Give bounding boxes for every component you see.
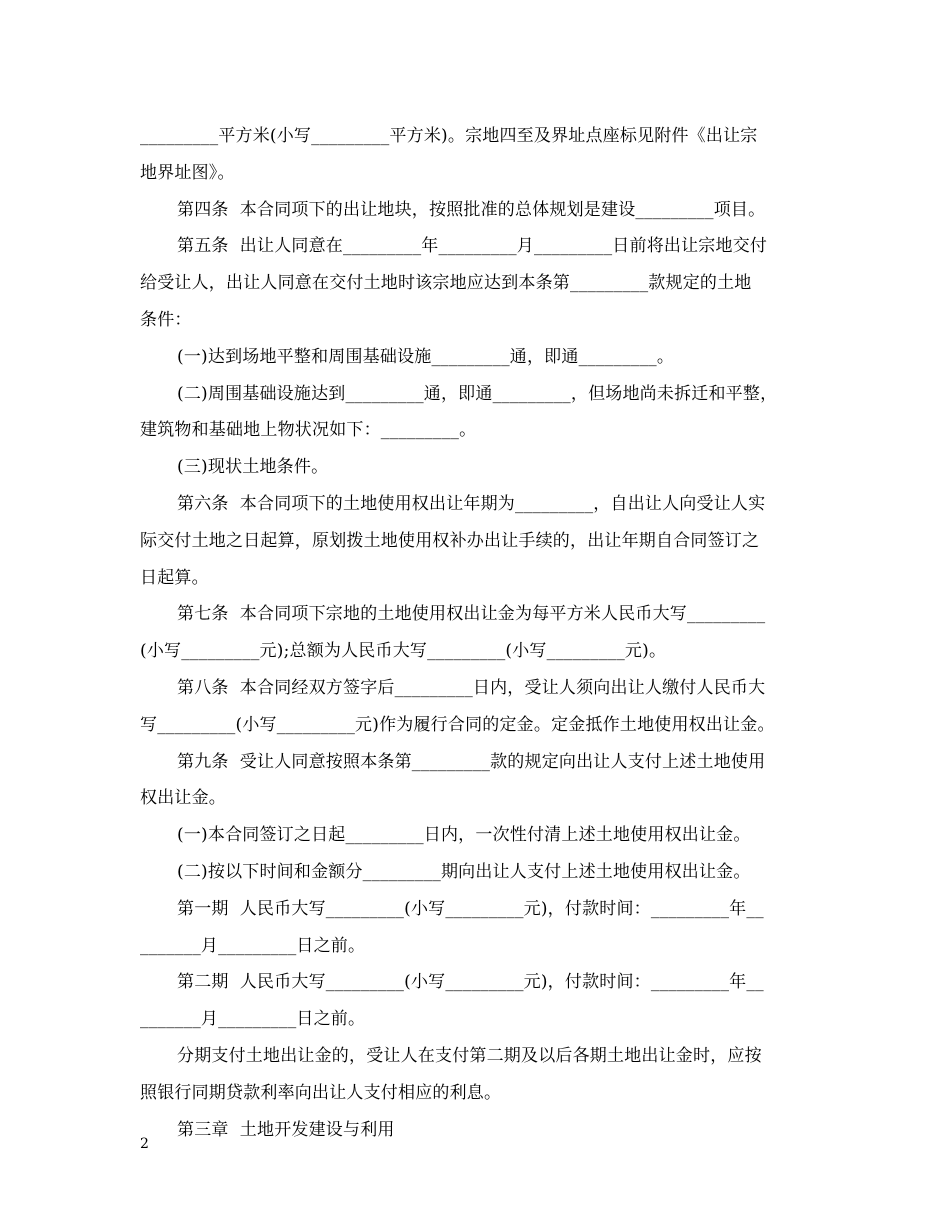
document-body bbox=[140, 118, 810, 1148]
clause-2: (二)周围基础设施达到_________通，即通_________，但场地尚未拆迁和平整， bbox=[177, 383, 778, 404]
text-line: 照银行同期贷款利率向出让人支付相应的利息。 bbox=[140, 1082, 502, 1103]
text-line: 建筑物和基础地上物状况如下：_________。 bbox=[140, 420, 477, 441]
payment-clause-2: (二)按以下时间和金额分_________期向出让人支付上述土地使用权出让金。 bbox=[177, 861, 751, 882]
installment-2: 第二期 人民币大写_________(小写_________元)，付款时间：_________年__ bbox=[177, 972, 764, 993]
page-number: 2 bbox=[140, 1136, 149, 1152]
text-line: _________平方米(小写_________平方米)。宗地四至及界址点座标见附件《出让宗 bbox=[140, 126, 758, 146]
article-4: 第四条 本合同项下的出让地块，按照批准的总体规划是建设_________项目。 bbox=[177, 199, 766, 220]
interest-paragraph: 分期支付土地出让金的，受让人在支付第二期及以后各期土地出让金时，应按 bbox=[177, 1045, 762, 1066]
text-line: 条件： bbox=[140, 309, 192, 330]
article-6: 第六条 本合同项下的土地使用权出让年期为_________，自出让人向受让人实 bbox=[177, 493, 766, 514]
text-line: (小写_________元);总额为人民币大写_________(小写_________元)。 bbox=[140, 641, 667, 662]
clause-1: (一)达到场地平整和周围基础设施_________通，即通_________。 bbox=[177, 346, 675, 367]
text-line: 日起算。 bbox=[140, 567, 209, 588]
text-line: 给受让人，出让人同意在交付土地时该宗地应达到本条第_________款规定的土地 bbox=[140, 273, 752, 294]
text-line: 权出让金。 bbox=[140, 788, 226, 809]
article-8: 第八条 本合同经双方签字后_________日内，受让人须向出让人缴付人民币大 bbox=[177, 677, 766, 698]
article-9: 第九条 受让人同意按照本条第_________款的规定向出让人支付上述土地使用 bbox=[177, 751, 766, 772]
installment-1: 第一期 人民币大写_________(小写_________元)，付款时间：_________年__ bbox=[177, 898, 764, 919]
article-5: 第五条 出让人同意在_________年_________月_________日前将出让宗地交付 bbox=[177, 236, 768, 257]
article-7: 第七条 本合同项下宗地的土地使用权出让金为每平方米人民币大写_________ bbox=[177, 604, 766, 625]
text-line: _______月_________日之前。 bbox=[140, 935, 366, 956]
chapter-3-heading: 第三章 土地开发建设与利用 bbox=[177, 1119, 395, 1140]
text-line: 写_________(小写_________元)作为履行合同的定金。定金抵作土地使用权出让金。 bbox=[140, 714, 775, 735]
payment-clause-1: (一)本合同签订之日起_________日内，一次性付清上述土地使用权出让金。 bbox=[177, 825, 751, 846]
clause-3: (三)现状土地条件。 bbox=[177, 457, 329, 478]
text-line: 际交付土地之日起算，原划拨土地使用权补办出让手续的，出让年期自合同签订之 bbox=[140, 530, 760, 551]
text-line: 地界址图》。 bbox=[140, 162, 235, 183]
text-line: _______月_________日之前。 bbox=[140, 1009, 366, 1030]
